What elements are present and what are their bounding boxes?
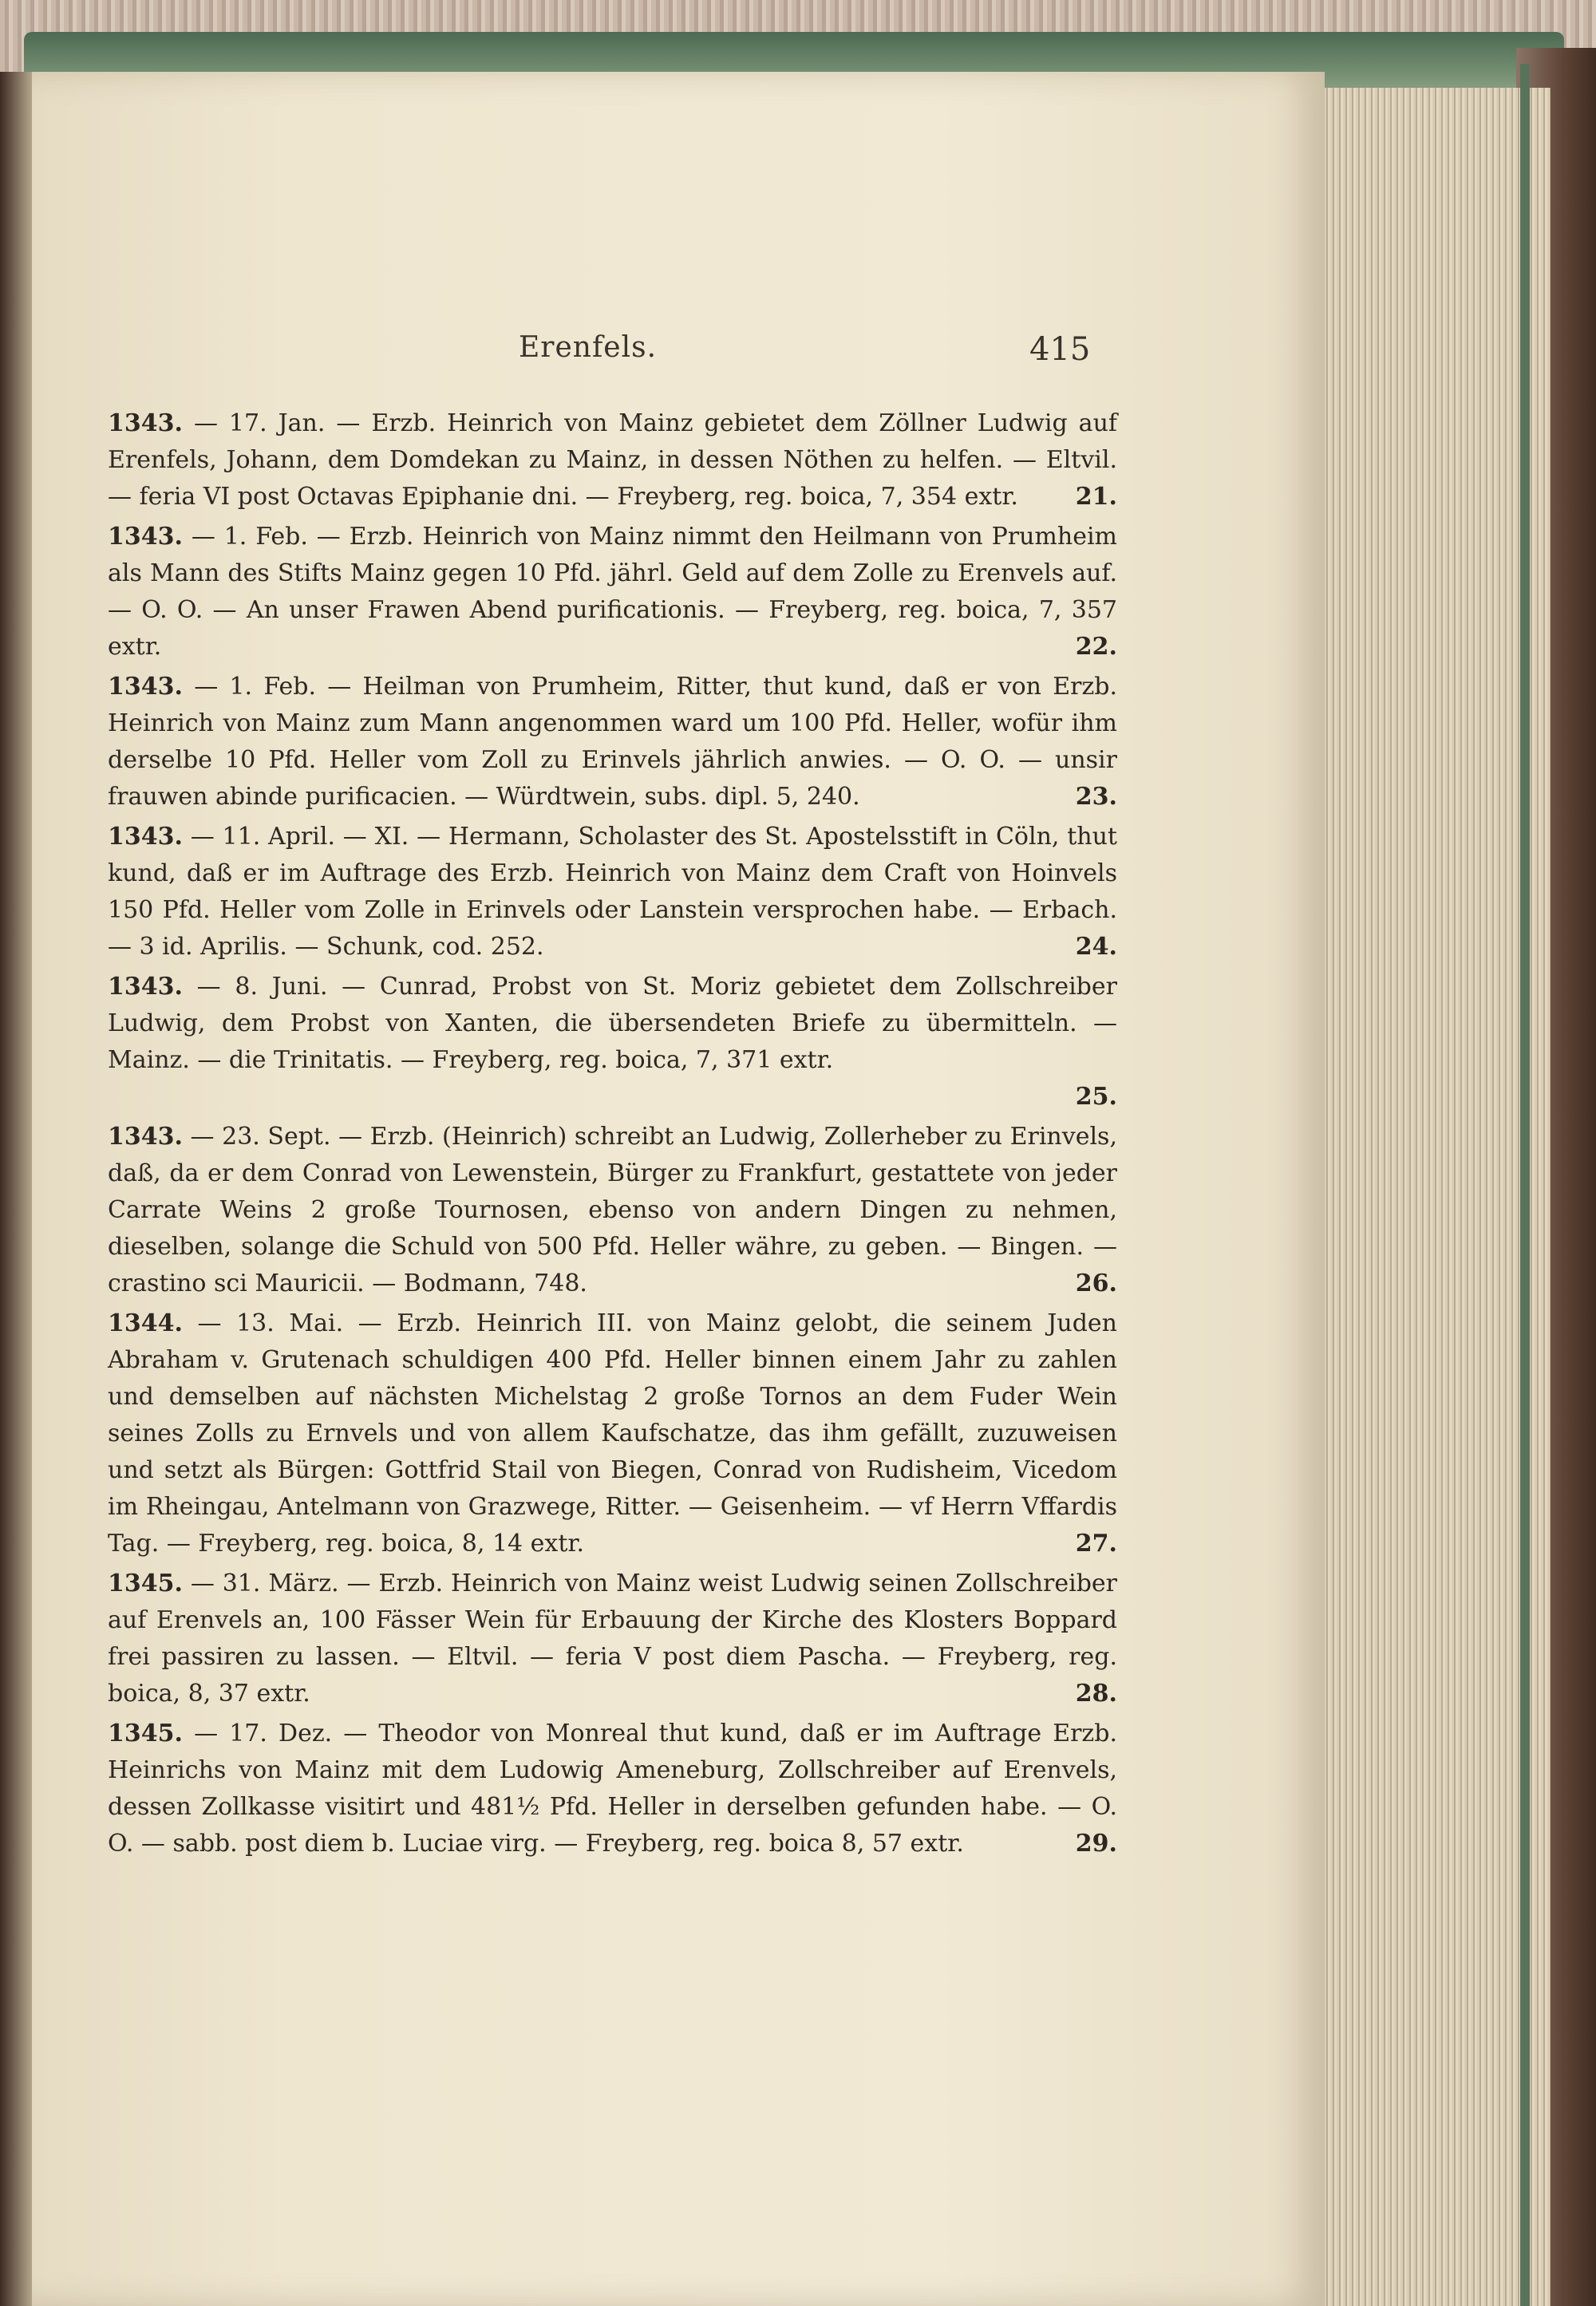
page-number: 415 <box>1029 331 1091 368</box>
entry-number: 27. <box>1075 1530 1117 1558</box>
entry-number: 23. <box>1075 783 1117 811</box>
entry-text: — 31. März. — Erzb. Heinrich von Mainz weist Ludwig seinen Zollschreiber auf Erenvels an, 100 Fässer Wein für Erbauung der Kirche des Klosters Boppard frei passiren zu lassen. — Eltvil. — feria V post diem Pascha. — Freyberg, reg. boica, 8, 37 extr. <box>108 1570 1117 1708</box>
entry-23 <box>108 669 1117 815</box>
entry-year: 1343. <box>108 973 183 1001</box>
cover-green-edge <box>1520 64 1530 2306</box>
entry-year: 1344. <box>108 1309 183 1337</box>
entry-21 <box>108 405 1117 515</box>
entry-text: — 17. Dez. — Theodor von Monreal thut kund, daß er im Auftrage Erzb. Heinrichs von Mainz mit dem Ludowig Ameneburg, Zollschreiber auf Erenvels, dessen Zollkasse visitirt und 481½ Pfd. Heller in derselben gefunden habe. — O. O. — sabb. post diem b. Luciae virg. — Freyberg, reg. boica 8, 57 extr. <box>108 1720 1117 1858</box>
entry-text: — 13. Mai. — Erzb. Heinrich III. von Mainz gelobt, die seinem Juden Abraham v. Grutenach schuldigen 400 Pfd. Heller binnen einem Jahr zu zahlen und demselben auf nächsten Michelstag 2 große Tornos an dem Fuder Wein seines Zolls zu Ernvels und von allem Kaufschatze, das ihm gefällt, zuzuweisen und setzt als Bürgen: Gottfrid Stail von Biegen, Conrad von Rudisheim, Vicedom im Rheingau, Antelmann von Grazwege, Ritter. — Geisenheim. — vf Herrn Vffardis Tag. — Freyberg, reg. boica, 8, 14 extr. <box>108 1309 1118 1558</box>
entry-year: 1343. <box>108 1123 183 1151</box>
entry-number: 25. <box>1075 1083 1117 1111</box>
entry-text: — 17. Jan. — Erzb. Heinrich von Mainz gebietet dem Zöllner Ludwig auf Erenfels, Johann, dem Domdekan zu Mainz, in dessen Nöthen zu helfen. — Eltvil. — feria VI post Octavas Epiphanie dni. — Freyberg, reg. boica, 7, 354 extr. <box>108 409 1117 511</box>
book-page <box>32 72 1325 2306</box>
page-stack-edge <box>1309 88 1551 2306</box>
entry-year: 1345. <box>108 1720 183 1747</box>
entry-year: 1343. <box>108 823 183 851</box>
entry-text: — 8. Juni. — Cunrad, Probst von St. Moriz gebietet dem Zollschreiber Ludwig, dem Probst von Xanten, die übersendeten Briefe zu übermitteln. — Mainz. — die Trinitatis. — Freyberg, reg. boica, 7, 371 extr. <box>108 973 1117 1074</box>
entry-number: 24. <box>1075 933 1117 961</box>
running-title: Erenfels. <box>519 331 658 364</box>
entry-28 <box>108 1566 1117 1712</box>
entry-29 <box>108 1716 1117 1862</box>
entry-27 <box>108 1305 1117 1562</box>
entry-year: 1343. <box>108 673 183 701</box>
entry-year: 1343. <box>108 523 183 551</box>
entry-26 <box>108 1119 1117 1302</box>
entry-number: 29. <box>1075 1830 1117 1858</box>
entry-number: 22. <box>1075 633 1117 661</box>
entry-number: 28. <box>1075 1680 1117 1708</box>
entry-text: — 23. Sept. — Erzb. (Heinrich) schreibt an Ludwig, Zollerheber zu Erinvels, daß, da er dem Conrad von Lewenstein, Bürger zu Frankfurt, gestattete von jeder Carrate Weins 2 große Tournosen, ebenso von andern Dingen zu nehmen, dieselben, solange die Schuld von 500 Pfd. Heller währe, zu geben. — Bingen. — crastino sci Mauricii. — Bodmann, 748. <box>108 1123 1117 1297</box>
entry-22 <box>108 519 1117 665</box>
entry-year: 1345. <box>108 1570 183 1597</box>
page-header <box>32 331 1325 379</box>
entry-text: — 1. Feb. — Erzb. Heinrich von Mainz nimmt den Heilmann von Prumheim als Mann des Stifts Mainz gegen 10 Pfd. jährl. Geld auf dem Zolle zu Erenvels auf. — O. O. — An unser Frawen Abend purificationis. — Freyberg, reg. boica, 7, 357 extr. <box>108 523 1117 661</box>
entry-number: 26. <box>1075 1269 1117 1297</box>
entry-number: 21. <box>1075 483 1117 511</box>
entry-year: 1343. <box>108 409 183 437</box>
regesta-entries <box>108 405 1117 1866</box>
entry-24 <box>108 819 1117 965</box>
entry-text: — 11. April. — XI. — Hermann, Scholaster des St. Apostelsstift in Cöln, thut kund, daß er im Auftrage des Erzb. Heinrich von Mainz dem Craft von Hoinvels 150 Pfd. Heller vom Zolle in Erinvels oder Lanstein versprochen habe. — Erbach. — 3 id. Aprilis. — Schunk, cod. 252. <box>108 823 1117 961</box>
entry-25 <box>108 969 1117 1115</box>
entry-text: — 1. Feb. — Heilman von Prumheim, Ritter, thut kund, daß er von Erzb. Heinrich von Mainz zum Mann angenommen ward um 100 Pfd. Heller, wofür ihm derselbe 10 Pfd. Heller vom Zoll zu Erinvels jährlich anwies. — O. O. — unsir frauwen abinde purificacien. — Würdtwein, subs. dipl. 5, 240. <box>108 673 1117 811</box>
